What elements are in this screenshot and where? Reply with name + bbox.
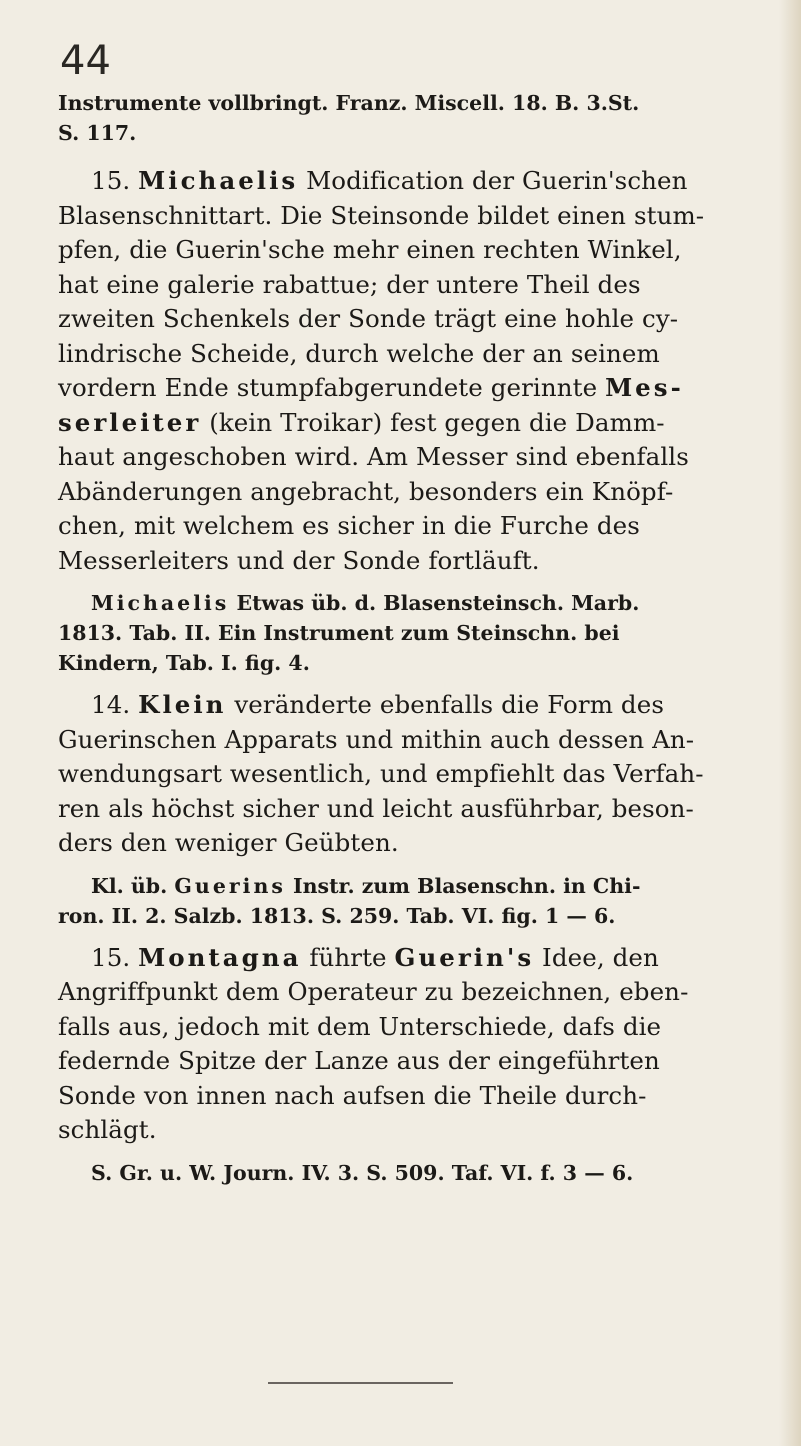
text-line: Kindern, Tab. I. fig. 4.	[58, 651, 310, 675]
spaced-name: Montagna	[138, 942, 302, 972]
text-line: falls aus, jedoch mit dem Unterschiede, dafs die	[58, 1011, 662, 1041]
block-gap	[58, 861, 758, 871]
spaced-name: Mes-	[605, 373, 684, 402]
reference	[58, 1158, 758, 1188]
spaced-name: Guerins	[174, 873, 286, 898]
spaced-name: Michaelis	[91, 591, 230, 615]
text-line: wendungsart wesentlich, und empfiehlt das Verfah-	[58, 759, 704, 788]
paragraph	[58, 941, 758, 1148]
block-gap	[58, 931, 758, 941]
block-gap	[58, 148, 758, 164]
text-line: ren als höchst sicher und leicht ausführbar, beson-	[58, 793, 694, 823]
page-number: 44	[60, 38, 111, 84]
spaced-name: Michaelis	[138, 166, 299, 195]
text-line: chen, mit welchem es sicher in die Furche des	[58, 511, 640, 540]
footer-rule	[268, 1382, 453, 1384]
text-line: Instrumente vollbringt. Franz. Miscell. 18. B. 3.St.	[58, 91, 640, 115]
text-line: 14. Klein veränderte ebenfalls die Form des	[91, 690, 664, 719]
page-text	[58, 88, 758, 1188]
paragraph	[58, 688, 758, 861]
text-line: zweiten Schenkels der Sonde trägt eine hohle cy-	[58, 304, 679, 333]
block-gap	[58, 678, 758, 688]
text-line: Abänderungen angebracht, besonders ein Knöpf-	[58, 476, 674, 506]
paragraph	[58, 164, 758, 578]
text-line: hat eine galerie rabattue; der untere Theil des	[58, 269, 641, 299]
text-line: 15. Montagna führte Guerin's Idee, den	[91, 942, 659, 972]
spaced-name: Guerin's	[394, 942, 535, 972]
block-gap	[58, 1148, 758, 1158]
text-line: ders den weniger Geübten.	[58, 828, 399, 857]
page-edge-shadow	[779, 0, 801, 1446]
reference	[58, 588, 758, 678]
text-line: haut angeschoben wird. Am Messer sind ebenfalls	[58, 442, 689, 471]
text-line: Sonde von innen nach aufsen die Theile durch-	[58, 1080, 647, 1110]
spaced-name: Klein	[138, 690, 227, 719]
reference	[58, 88, 758, 148]
text-line: Blasenschnittart. Die Steinsonde bildet einen stum-	[58, 200, 705, 230]
spaced-name: serleiter	[58, 407, 202, 437]
text-line: ron. II. 2. Salzb. 1813. S. 259. Tab. VI. fig. 1 — 6.	[58, 903, 616, 928]
text-line: Messerleiters und der Sonde fortläuft.	[58, 545, 540, 575]
text-line: S. Gr. u. W. Journ. IV. 3. S. 509. Taf. VI. f. 3 — 6.	[91, 1160, 634, 1185]
text-line: vordern Ende stumpfabgerundete gerinnte Mes-	[58, 373, 684, 402]
text-line: Angriffpunkt dem Operateur zu bezeichnen, eben-	[58, 977, 689, 1006]
text-line: serleiter (kein Troikar) fest gegen die Damm-	[58, 407, 665, 437]
text-line: Guerinschen Apparats und mithin auch dessen An-	[58, 724, 695, 754]
reference	[58, 871, 758, 931]
text-line: schlägt.	[58, 1115, 157, 1144]
text-line: Kl. üb. Guerins Instr. zum Blasenschn. in Chi-	[91, 873, 641, 898]
text-line: Michaelis Etwas üb. d. Blasensteinsch. Marb.	[91, 591, 640, 615]
text-line: lindrische Scheide, durch welche der an seinem	[58, 338, 660, 368]
text-line: S. 117.	[58, 121, 137, 145]
text-line: pfen, die Guerin'sche mehr einen rechten Winkel,	[58, 235, 682, 264]
text-line: federnde Spitze der Lanze aus der eingeführten	[58, 1046, 660, 1075]
block-gap	[58, 578, 758, 588]
text-line: 1813. Tab. II. Ein Instrument zum Steinschn. bei	[58, 621, 620, 645]
text-line: 15. Michaelis Modification der Guerin'schen	[91, 166, 688, 195]
